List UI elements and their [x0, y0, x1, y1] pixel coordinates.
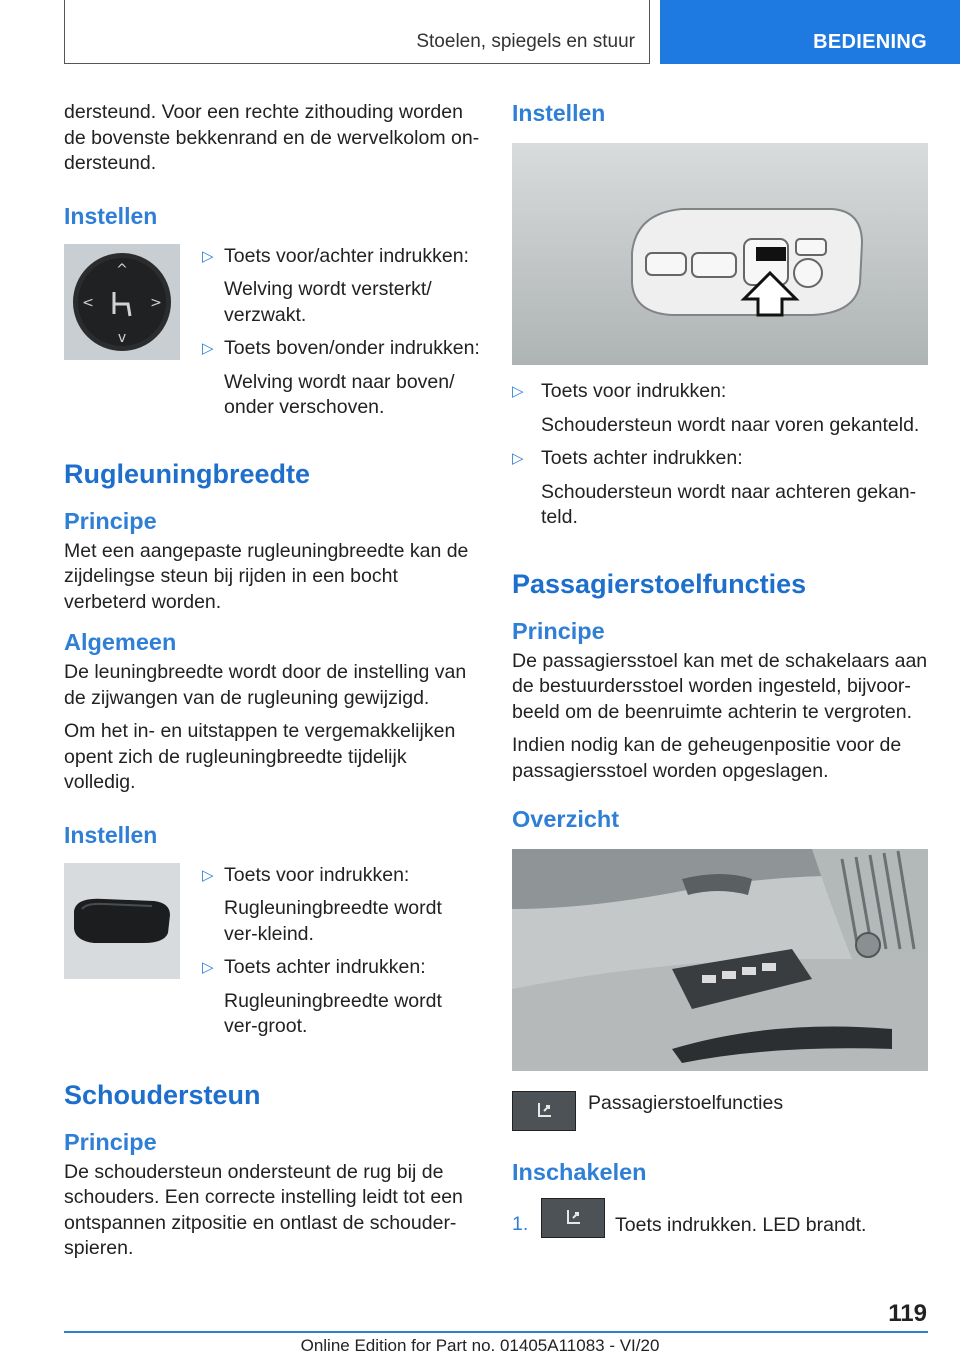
passenger-icon-label: Passagierstoelfuncties [588, 1092, 784, 1114]
backrest-general-text-1: De leuningbreedte wordt door de instelling van de zijwangen van de rugleuning gewijzigd. [64, 661, 467, 709]
backrest-general-text-2: Om het in- en uitstappen te vergemakkelijken opent zich de rugleuningbreedte tijdelijk volledig. [64, 720, 456, 793]
backrest-width-title: Rugleuningbreedte [64, 458, 311, 489]
passenger-seat-button-icon[interactable] [541, 1198, 605, 1238]
chapter-tab[interactable]: BEDIENING [660, 0, 960, 64]
step-triangle-icon: ▷ [202, 866, 214, 884]
activate-step [512, 1198, 928, 1239]
passenger-principle-heading: Principe [512, 617, 605, 644]
backrest-adjust-heading: Instellen [64, 821, 158, 848]
activate-heading: Inschakelen [512, 1159, 647, 1185]
step-action: Toets achter indrukken: [541, 447, 743, 469]
step-number: 1. [512, 1213, 529, 1235]
step-triangle-icon: ▷ [202, 340, 214, 357]
shoulder-adjust-heading: Instellen [512, 100, 606, 126]
step-action: Toets voor indrukken: [541, 380, 727, 402]
passenger-functions-title: Passagierstoelfuncties [512, 568, 807, 599]
shoulder-step-2 [512, 446, 928, 531]
step-result: Schoudersteun wordt naar achteren gekan-teld. [541, 480, 917, 528]
shoulder-principle-heading: Principe [64, 1128, 157, 1155]
step-result: Schoudersteun wordt naar voren gekanteld. [541, 413, 920, 436]
lumbar-step-1 [202, 244, 480, 329]
backrest-general-heading: Algemeen [64, 629, 177, 655]
passenger-principle-text-1: De passagiersstoel kan met de schakelaars aan de bestuurdersstoel worden ingesteld, bijvoor-beeld om de beenruimte achterin te vergroten. [512, 649, 928, 723]
step-result: Welving wordt versterkt/ verzwakt. [224, 278, 432, 326]
passenger-principle-text-2: Indien nodig kan de geheugenpositie voor de passagiersstoel worden opgeslagen. [512, 734, 902, 782]
passenger-icon-legend [512, 1091, 928, 1131]
shoulder-step-1 [512, 379, 928, 438]
footer-divider [64, 1331, 928, 1333]
step-action: Toets voor indrukken: [224, 863, 410, 886]
step-action: Toets voor/achter indrukken: [224, 244, 469, 267]
step-result: Rugleuningbreedte wordt ver-kleind. [224, 897, 442, 945]
lumbar-step-2 [202, 336, 480, 421]
intro-paragraph: dersteund. Voor een rechte zithouding worden de bovenste bekkenrand en de wervelkolom on-dersteund. [64, 101, 480, 174]
backrest-principle-heading: Principe [64, 507, 157, 534]
step-action: Toets achter indrukken: [224, 956, 426, 978]
step-result: Rugleuningbreedte wordt ver-groot. [224, 989, 442, 1037]
seat-switch-photo [512, 143, 928, 365]
lumbar-switch-image [64, 244, 180, 360]
page-header [0, 0, 960, 66]
step-triangle-icon: ▷ [512, 450, 524, 467]
svg-text:<: < [82, 294, 94, 311]
lumbar-adjust-heading: Instellen [64, 202, 158, 229]
shoulder-support-title: Schoudersteun [64, 1079, 261, 1110]
step-result: Welving wordt naar boven/ onder verschoven. [224, 370, 455, 418]
step-triangle-icon: ▷ [202, 959, 214, 976]
step-action: Toets boven/onder indrukken: [224, 337, 480, 359]
lumbar-adjust-block [64, 244, 480, 421]
svg-text:v: v [117, 329, 127, 346]
section-title: Stoelen, spiegels en stuur [64, 0, 650, 64]
backrest-step-2 [202, 955, 480, 1040]
door-panel-photo [512, 849, 928, 1071]
footer-edition: Online Edition for Part no. 01405A11083 - VI/20 [300, 1336, 660, 1355]
step-triangle-icon: ▷ [512, 383, 524, 400]
svg-text:^: ^ [116, 261, 128, 278]
page-number: 119 [888, 1300, 927, 1327]
right-column [512, 100, 928, 1239]
backrest-width-switch-image [64, 863, 180, 979]
step-triangle-icon: ▷ [202, 247, 214, 265]
overview-heading: Overzicht [512, 806, 620, 832]
left-column [64, 100, 480, 1262]
backrest-principle-text: Met een aangepaste rugleuningbreedte kan de zijdelingse steun bij rijden in een bocht verbeterd worden. [64, 539, 469, 613]
shoulder-steps [512, 379, 928, 531]
backrest-adjust-block [64, 863, 480, 1040]
svg-text:>: > [150, 294, 162, 311]
shoulder-principle-text: De schoudersteun ondersteunt de rug bij de schouders. Een correcte instelling leidt tot een ontspannen zitpositie en ontlast de schouder-spieren. [64, 1160, 463, 1259]
backrest-step-1 [202, 863, 480, 948]
passenger-seat-icon [512, 1091, 576, 1131]
activate-step-text: Toets indrukken. LED brandt. [615, 1214, 867, 1236]
